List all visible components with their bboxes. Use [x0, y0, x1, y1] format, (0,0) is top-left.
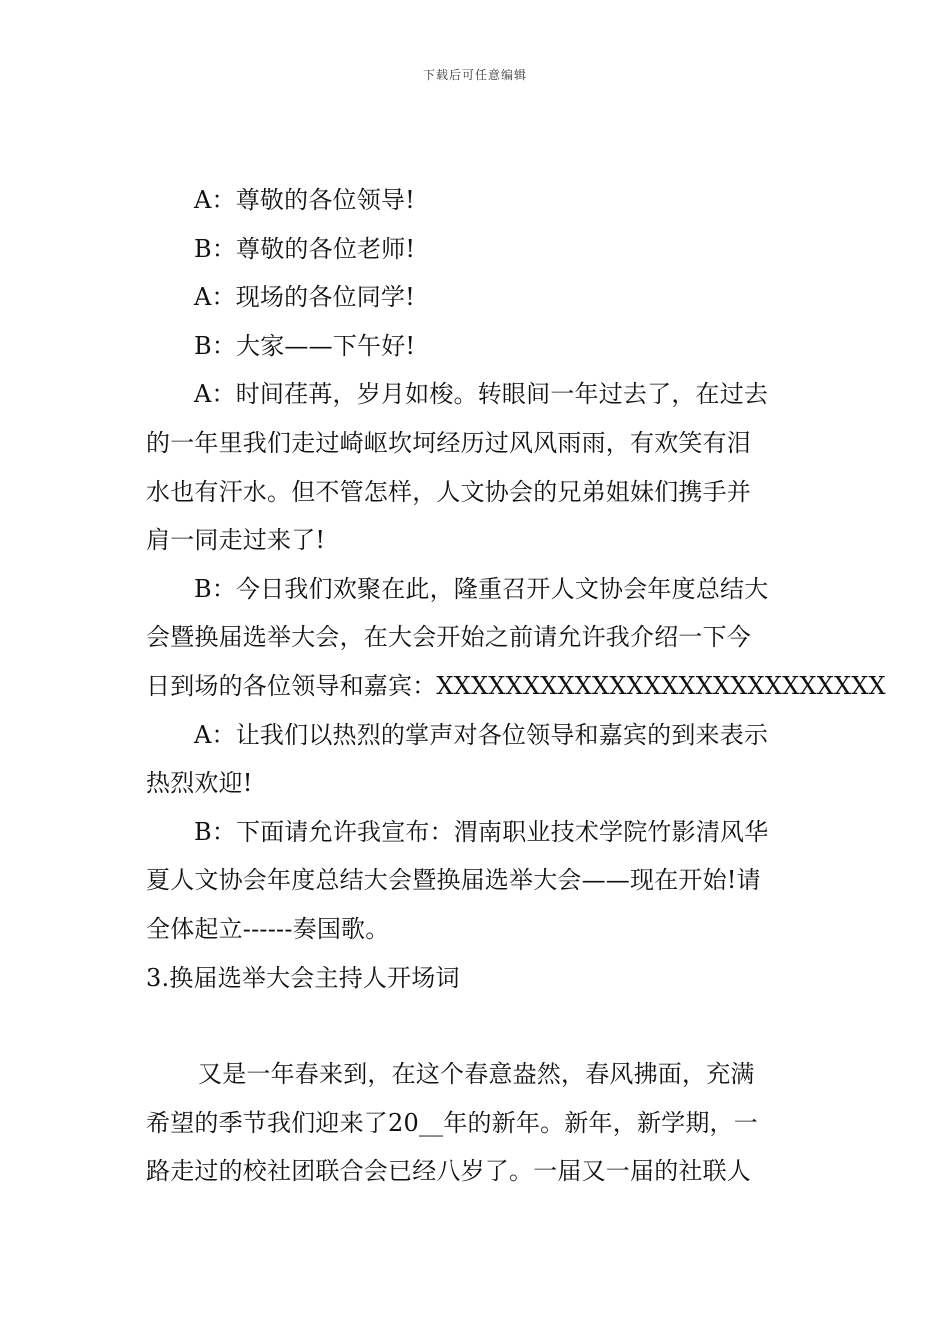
- dialogue-line: 全体起立------奏国歌。: [146, 914, 390, 943]
- page-header-note: 下载后可任意编辑: [422, 68, 527, 82]
- paragraph-line: 又是一年春来到，在这个春意盎然，春风拂面，充满: [198, 1060, 755, 1089]
- dialogue-section: [146, 176, 886, 954]
- dialogue-line: B：尊敬的各位老师!: [194, 234, 416, 263]
- dialogue-line: 肩一同走过来了!: [146, 526, 326, 555]
- dialogue-line: A：让我们以热烈的掌声对各位领导和嘉宾的到来表示: [194, 720, 769, 749]
- paragraph-line: 路走过的校社团联合会已经八岁了。一届又一届的社联人: [146, 1157, 751, 1186]
- dialogue-line: A：时间荏苒，岁月如梭。转眼间一年过去了，在过去: [194, 380, 769, 409]
- opening-paragraph: [146, 1050, 806, 1196]
- dialogue-line: 夏人文协会年度总结大会暨换届选举大会——现在开始!请: [146, 866, 761, 895]
- section-heading: 3.换届选举大会主持人开场词: [146, 963, 460, 992]
- blank-spacer: [146, 1002, 806, 1050]
- dialogue-line: 日到场的各位领导和嘉宾：XXXXXXXXXXXXXXXXXXXXXXXXXX: [146, 671, 886, 700]
- dialogue-line: 会暨换届选举大会，在大会开始之前请允许我介绍一下今: [146, 623, 751, 652]
- dialogue-line: 热烈欢迎!: [146, 769, 253, 798]
- dialogue-line: B：今日我们欢聚在此，隆重召开人文协会年度总结大: [194, 574, 769, 603]
- dialogue-line: A：尊敬的各位领导!: [194, 186, 415, 214]
- paragraph-line: 希望的季节我们迎来了20__年的新年。新年，新学期，一: [146, 1108, 758, 1137]
- dialogue-line: 的一年里我们走过崎岖坎坷经历过风风雨雨，有欢笑有泪: [146, 428, 751, 457]
- dialogue-line: B：下面请允许我宣布：渭南职业技术学院竹影清风华: [194, 817, 769, 846]
- dialogue-line: 水也有汗水。但不管怎样，人文协会的兄弟姐妹们携手并: [146, 477, 751, 506]
- dialogue-line: B：大家——下午好!: [194, 331, 416, 360]
- document-body: [146, 176, 886, 1196]
- dialogue-line: A：现场的各位同学!: [194, 283, 415, 312]
